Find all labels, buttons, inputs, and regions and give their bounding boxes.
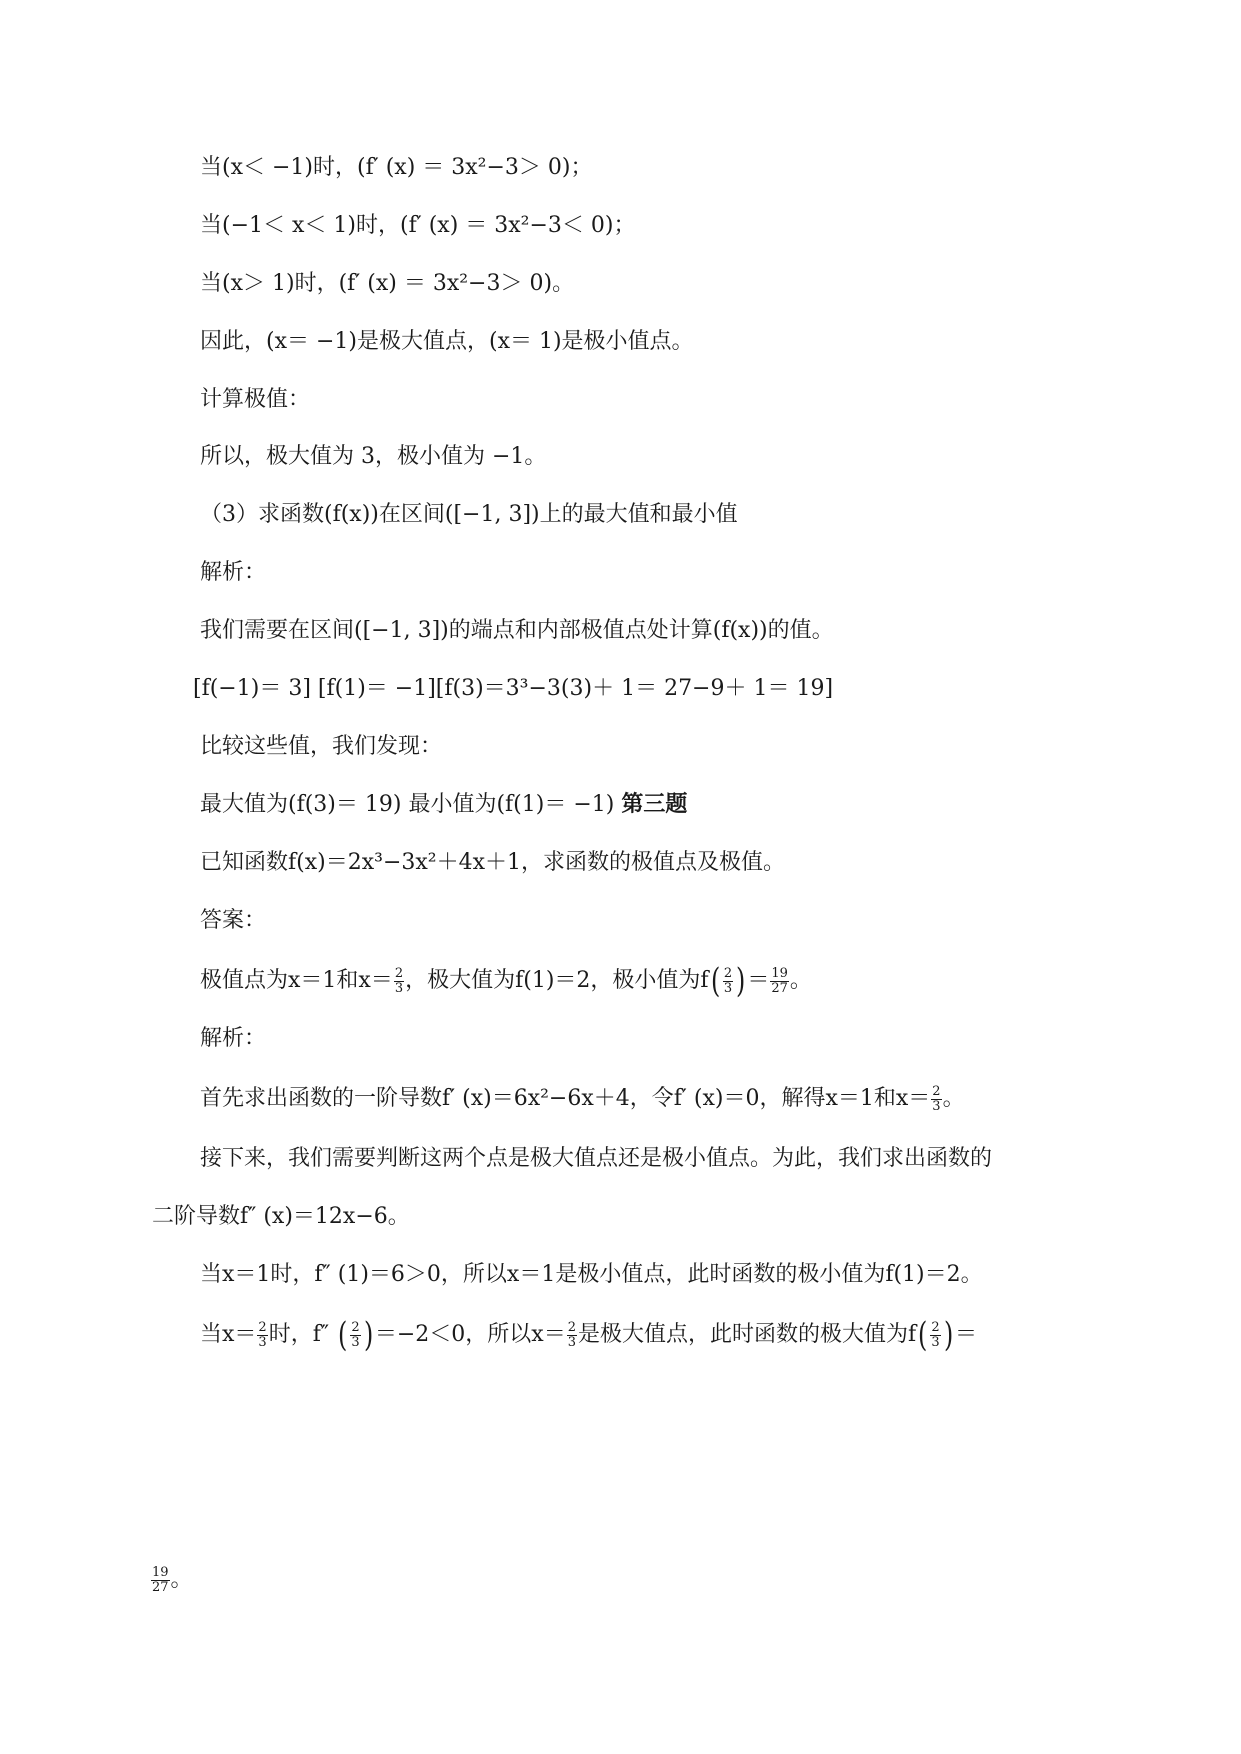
problem-statement: 已知函数f(x)＝2x³−3x²＋4x＋1，求函数的极值点及极值。 (200, 850, 785, 875)
answer-text: ＝ (747, 968, 770, 993)
continuation-line (150, 1562, 193, 1595)
text-line: 计算极值： (200, 387, 311, 412)
text-line: 当(−1＜ x＜ 1)时，(f′ (x) ＝ 3x²−3＜ 0)； (200, 213, 636, 238)
derivation-text: 是极大值点，此时函数的极大值为f (578, 1322, 917, 1347)
numerator: 2 (932, 1083, 941, 1099)
numerator: 2 (723, 965, 733, 981)
denominator: 3 (394, 980, 404, 996)
numerator: 19 (771, 965, 788, 981)
text-line: 二阶导数f″ (x)＝12x−6。 (152, 1204, 410, 1229)
derivation-text: 当x＝ (200, 1322, 257, 1347)
answer-text: ，极大值为f(1)＝2，极小值为f (405, 968, 709, 993)
denominator: 3 (567, 1334, 576, 1350)
period-text: 。 (170, 1567, 193, 1592)
denominator: 27 (771, 980, 788, 996)
denominator: 3 (723, 980, 733, 996)
answer-line (200, 961, 812, 1001)
text-line (200, 1083, 965, 1115)
paren-close: ) (363, 1315, 373, 1355)
denominator: 3 (351, 1334, 360, 1350)
fraction (257, 1321, 267, 1350)
derivation-text: 首先求出函数的一阶导数f′ (x)＝6x²−6x＋4，令f′ (x)＝0，解得x＝1和x＝ (200, 1086, 931, 1111)
fraction (931, 1085, 941, 1114)
answer-text: 极值点为x＝1和x＝ (200, 968, 393, 993)
numerator: 2 (394, 965, 404, 981)
numerator: 2 (351, 1319, 360, 1335)
text-line: 接下来，我们需要判断这两个点是极大值点还是极小值点。为此，我们求出函数的 (200, 1146, 993, 1171)
numerator: 2 (258, 1319, 267, 1335)
fraction (394, 967, 404, 996)
answer-text: 。 (789, 968, 812, 993)
numerator: 2 (931, 1319, 940, 1335)
result-text: 最大值为(f(3)＝ 19) 最小值为(f(1)＝ −1) (200, 792, 622, 817)
denominator: 27 (152, 1579, 169, 1595)
paren-close: ) (943, 1315, 953, 1355)
fraction (930, 1321, 940, 1350)
fraction (723, 967, 733, 996)
section-title: 第三题 (621, 792, 688, 817)
paren-close: ) (736, 961, 746, 1001)
fraction (567, 1321, 577, 1350)
denominator: 3 (258, 1334, 267, 1350)
derivation-text: ＝ (954, 1322, 977, 1347)
text-line: 答案： (200, 908, 267, 933)
paren-open: ( (338, 1315, 348, 1355)
derivation-text: ＝−2＜0，所以x＝ (374, 1322, 566, 1347)
paren-open: ( (710, 961, 720, 1001)
text-line: 当(x＞ 1)时，(f′ (x) ＝ 3x²−3＞ 0)。 (200, 271, 575, 296)
text-line: 因此，(x＝ −1)是极大值点，(x＝ 1)是极小值点。 (200, 329, 694, 354)
text-line: 解析： (200, 560, 267, 585)
derivation-text: 时，f″ (268, 1322, 337, 1347)
equation-line: [f(−1)＝ 3] [f(1)＝ −1][f(3)＝3³−3(3)＋ 1＝ 27−9＋ 1＝ 19] (193, 676, 834, 701)
text-line: 当(x＜ −1)时，(f′ (x) ＝ 3x²−3＞ 0)； (200, 155, 593, 180)
denominator: 3 (931, 1334, 940, 1350)
text-line (200, 789, 687, 821)
paren-open: ( (918, 1315, 928, 1355)
text-line (200, 1315, 977, 1355)
text-line: 当x＝1时，f″ (1)＝6＞0，所以x＝1是极小值点，此时函数的极小值为f(1)＝2。 (200, 1262, 983, 1287)
text-line: 所以，极大值为 3，极小值为 −1。 (200, 444, 547, 469)
numerator: 2 (567, 1319, 576, 1335)
numerator: 19 (152, 1564, 169, 1580)
text-line: 我们需要在区间([−1, 3])的端点和内部极值点处计算(f(x))的值。 (200, 618, 834, 643)
derivation-text: 。 (942, 1086, 965, 1111)
fraction (151, 1566, 170, 1595)
denominator: 3 (932, 1098, 941, 1114)
text-line: 比较这些值，我们发现： (200, 734, 443, 759)
question-heading: （3）求函数(f(x))在区间([−1, 3])上的最大值和最小值 (200, 502, 738, 527)
text-line: 解析： (200, 1026, 267, 1051)
fraction (770, 967, 789, 996)
fraction (350, 1321, 360, 1350)
